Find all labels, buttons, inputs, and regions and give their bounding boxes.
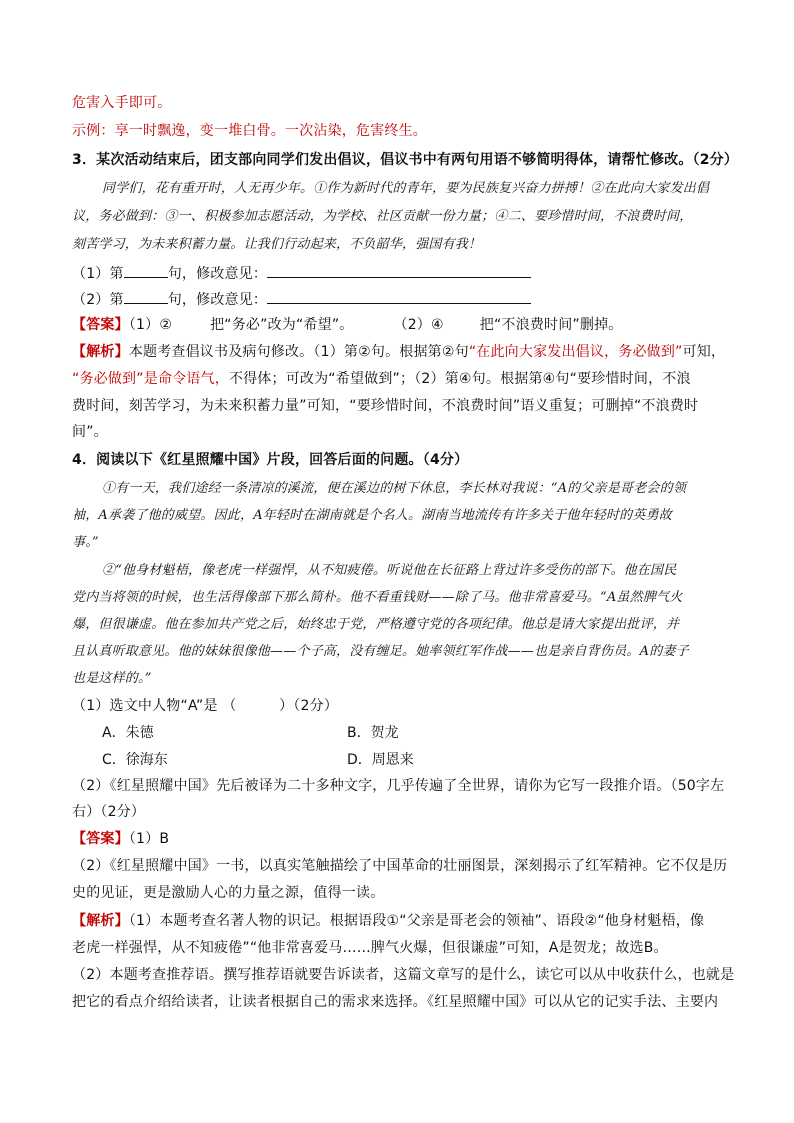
q4-passage-line: 党内当将领的时候，也生活得像部下那么简朴。他不看重钱财——除了马。他非常喜爱马。“A虽然脾气火: [72, 590, 683, 605]
q3-passage-line: 议，务必做到：③一、积极参加志愿活动，为学校、社区贡献一份力量；④二、要珍惜时间，不浪费时间，: [72, 209, 693, 224]
answer-tag: 【答案】: [72, 831, 129, 847]
answer-tag: 【答案】: [72, 317, 129, 333]
option-a[interactable]: A．朱德: [102, 725, 154, 741]
question-4-title: 4．阅读以下《红星照耀中国》片段，回答后面的问题。（4分）: [72, 452, 469, 468]
blank-revision[interactable]: [267, 289, 531, 304]
analysis-text: （1）本题考查名著人物的识记。根据语段①“父亲是哥老会的领袖”、语段②“他身材魁梧，像: [128, 913, 705, 929]
q4-passage-line: 袖，A承袭了他的威望。因此，A年轻时在湖南就是个名人。湖南当地流传有许多关于他年轻时的英勇故: [72, 508, 672, 523]
analysis-text: 可知，: [682, 344, 726, 360]
answer-continuation: 危害入手即可。: [72, 95, 172, 111]
q3-analysis-line: [72, 370, 691, 388]
q4-subquestion-1: （1）选文中人物“A”是 （ ）（2分）: [72, 698, 339, 714]
answer-text: （2）④: [393, 317, 444, 333]
q4-passage-line: ①有一天，我们途经一条清凉的溪流，便在溪边的树下休息，李长林对我说：“A的父亲是哥老会的领: [102, 481, 687, 496]
q3-fill-line-2: [72, 289, 531, 309]
q4-subquestion-2: 右）（2分）: [72, 804, 146, 820]
answer-text: 把“务必”改为“希望”。: [210, 317, 354, 333]
q4-passage-line: 事。”: [72, 535, 99, 550]
q3-passage-line: 刻苦学习，为未来积蓄力量。让我们行动起来，不负韶华，强国有我！: [72, 237, 482, 252]
question-3-title: 3．某次活动结束后，团支部向同学们发出倡议，倡议书中有两句用语不够简明得体，请帮忙修改。（2分）: [72, 152, 739, 168]
q4-answer-line: 史的见证，更是激励人心的力量之源，值得一读。: [72, 885, 385, 901]
q4-passage-line: 爆，但很谦虚。他在参加共产党之后，始终忠于党，严格遵守党的各项纪律。他总是请大家提出批评，并: [72, 617, 680, 632]
fill-label: （2）第: [72, 292, 124, 308]
example-line: 示例：享一时飘逸，变一堆白骨。一次沾染，危害终生。: [72, 123, 427, 139]
q4-analysis-line: [72, 912, 704, 930]
q3-analysis-line: 间”。: [72, 424, 108, 440]
q4-passage-line: ②“他身材魁梧，像老虎一样强悍，从不知疲倦。听说他在长征路上背过许多受伤的部下。他在国民: [102, 563, 677, 578]
fill-label: （1）第: [72, 266, 124, 282]
analysis-highlight: “在此向大家发出倡议，务必做到”: [468, 344, 683, 360]
analysis-highlight: “务必做到”是命令语气，: [72, 371, 229, 387]
q4-passage-line: 也是这样的。”: [72, 671, 152, 686]
option-b[interactable]: B．贺龙: [347, 725, 399, 741]
blank-revision[interactable]: [267, 263, 531, 278]
q4-answer: [72, 830, 169, 848]
blank-sentence-number[interactable]: [124, 289, 168, 304]
option-c[interactable]: C．徐海东: [102, 752, 168, 768]
q3-passage-line: 同学们，花有重开时，人无再少年。①作为新时代的青年，要为民族复兴奋力拼搏！②在此向大家发出倡: [102, 181, 710, 196]
q4-answer-line: （2）《红星照耀中国》一书，以真实笔触描绘了中国革命的壮丽图景，深刻揭示了红军精神。它不仅是历: [72, 858, 728, 874]
answer-text: （1）B: [128, 831, 170, 847]
q4-analysis-line: （2）本题考查推荐语。撰写推荐语就要告诉读者，这篇文章写的是什么，读它可以从中收获什么，也就是: [72, 967, 735, 983]
q3-analysis-line: 费时间，刻苦学习，为未来积蓄力量”可知，“要珍惜时间，不浪费时间”语义重复；可删掉“不浪费时: [72, 398, 699, 414]
q4-analysis-line: 把它的看点介绍给读者，让读者根据自己的需求来选择。《红星照耀中国》可以从它的记实手法、主要内: [72, 994, 719, 1010]
answer-text: 把“不浪费时间”删掉。: [479, 317, 623, 333]
q3-answer: [72, 316, 622, 334]
option-d[interactable]: D．周恩来: [347, 752, 414, 768]
q4-subquestion-2: （2）《红星照耀中国》先后被译为二十多种文字，几乎传遍了全世界，请你为它写一段推介语。（50字左: [72, 778, 725, 794]
blank-sentence-number[interactable]: [124, 263, 168, 278]
q4-passage-line: 且认真听取意见。他的妹妹很像他——个子高，没有缠足。她率领红军作战——也是亲自背伤员。A的妻子: [72, 644, 689, 659]
q3-analysis-line: [72, 343, 725, 361]
analysis-text: 本题考查倡议书及病句修改。（1）第②句。根据第②句: [128, 344, 469, 360]
fill-label: 句，修改意见：: [167, 266, 268, 282]
q3-fill-line-1: [72, 263, 531, 283]
answer-text: （1）②: [128, 317, 173, 333]
analysis-tag: 【解析】: [72, 913, 129, 929]
analysis-tag: 【解析】: [72, 344, 129, 360]
q4-analysis-line: 老虎一样强悍，从不知疲倦”“他非常喜爱马……脾气火爆，但很谦虚”可知，A是贺龙；故选B。: [72, 940, 668, 956]
fill-label: 句，修改意见：: [167, 292, 268, 308]
analysis-text: 不得体；可改为“希望做到”；（2）第④句。根据第④句“要珍惜时间，不浪: [228, 371, 691, 387]
